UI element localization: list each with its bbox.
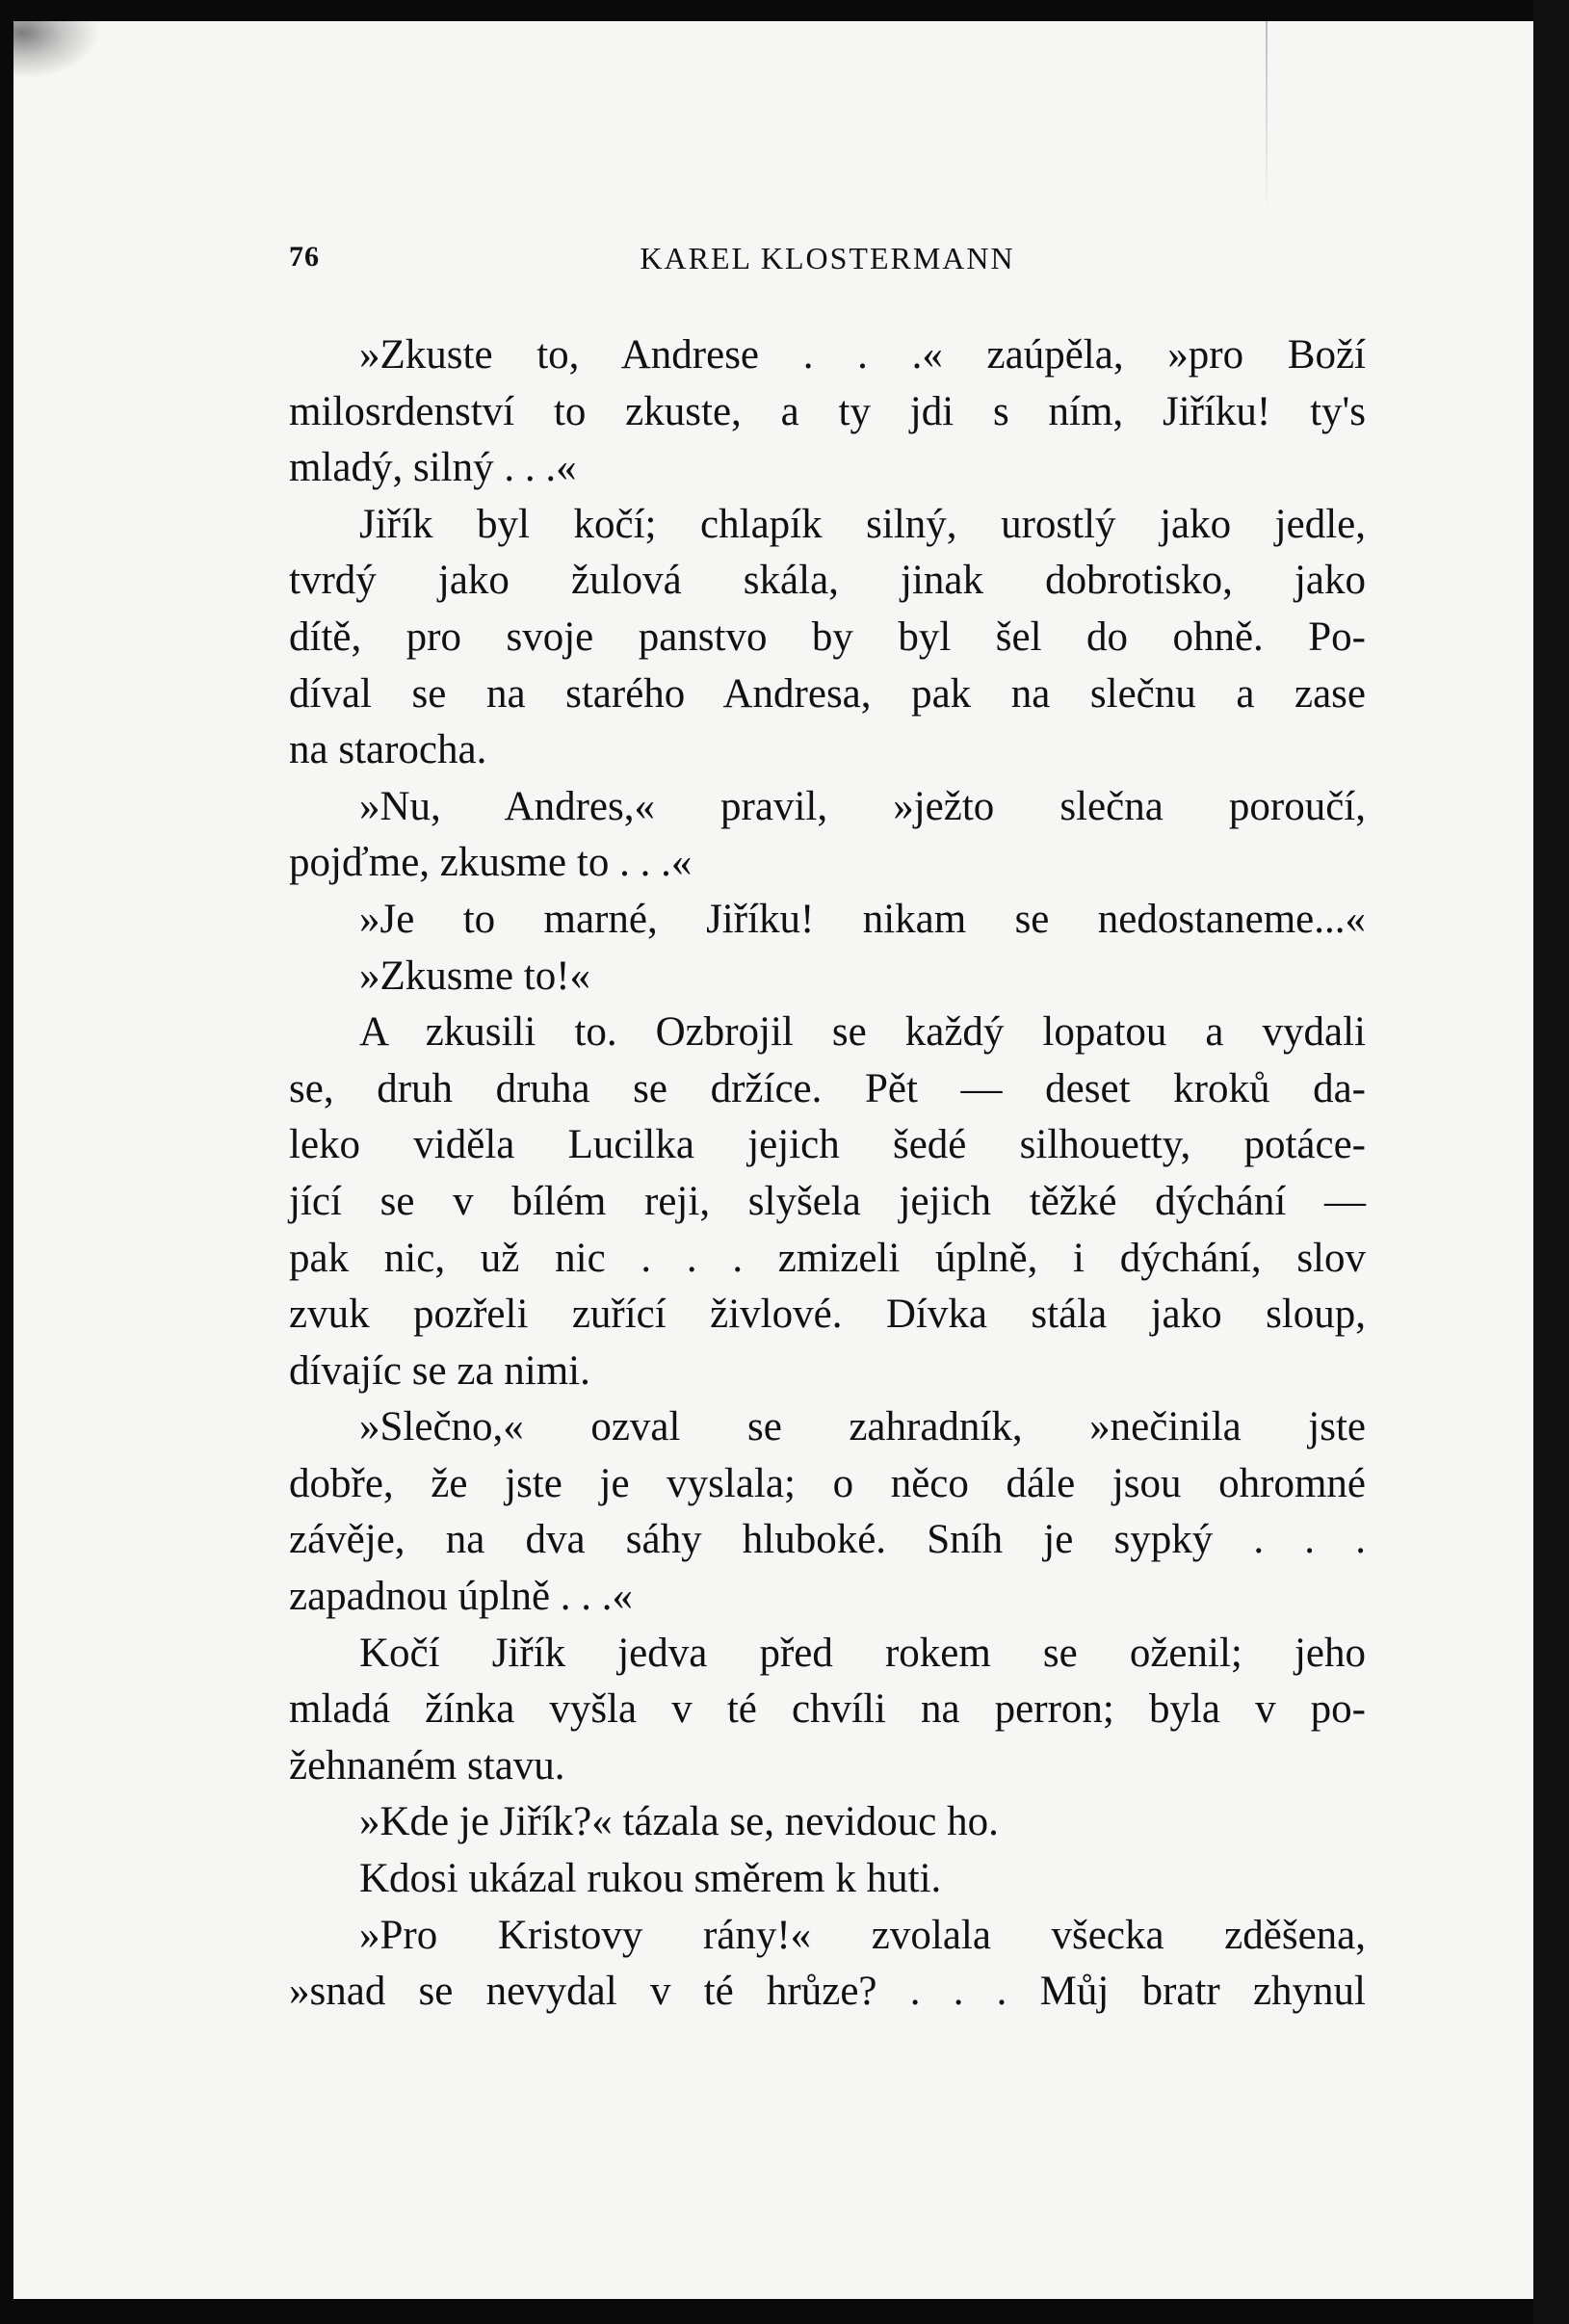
text-line: »Kde je Jiřík?« tázala se, nevidouc ho. [359, 1799, 999, 1845]
text-line: Kdosi ukázal rukou směrem k huti. [359, 1856, 942, 1902]
text-line: díval se na starého Andresa, pak na slečnu a zase [289, 670, 1366, 717]
text-line: na starocha. [289, 727, 487, 773]
text-line: zvuk pozřeli zuřící živlové. Dívka stála jako sloup, [289, 1292, 1366, 1338]
text-line: tvrdý jako žulová skála, jinak dobrotisko, jako [289, 558, 1366, 604]
running-title: KAREL KLOSTERMANN [640, 241, 1015, 275]
text-line: Jiřík byl kočí; chlapík silný, urostlý jako jedle, [359, 501, 1366, 547]
text-line: jící se v bílém reji, slyšela jejich těžké dýchání — [289, 1178, 1366, 1224]
text-line: »Nu, Andres,« pravil, »ježto slečna poroučí, [359, 783, 1366, 829]
text-line: pojďme, zkusme to . . .« [289, 840, 693, 886]
text-line: »Pro Kristovy rány!« zvolala všecka zděšena, [359, 1912, 1366, 1958]
text-line: »snad se nevydal v té hrůze? . . . Můj bratr zhynul [289, 1969, 1366, 2015]
text-line: »Slečno,« ozval se zahradník, »nečinila jste [359, 1404, 1366, 1450]
text-line: »Zkusme to!« [359, 953, 591, 999]
text-line: dívajíc se za nimi. [289, 1347, 590, 1394]
text-line: pak nic, už nic . . . zmizeli úplně, i dýchání, slov [289, 1235, 1366, 1281]
text-line: Kočí Jiřík jedva před rokem se oženil; jeho [359, 1630, 1366, 1676]
text-line: milosrdenství to zkuste, a ty jdi s ním, Jiříku! ty's [289, 388, 1366, 434]
running-head [289, 241, 1366, 279]
text-line: žehnaném stavu. [289, 1742, 565, 1789]
text-line: závěje, na dva sáhy hluboké. Sníh je sypký . . . [289, 1517, 1366, 1563]
text-line: dítě, pro svoje panstvo by byl šel do ohně. Po- [289, 614, 1366, 660]
text-line: »Je to marné, Jiříku! nikam se nedostaneme...« [359, 896, 1366, 942]
text-line: dobře, že jste je vyslala; o něco dále jsou ohromné [289, 1460, 1366, 1506]
page-number: 76 [289, 241, 320, 273]
fold-line [1266, 21, 1268, 214]
text-line: »Zkuste to, Andrese . . .« zaúpěla, »pro Boží [359, 332, 1366, 378]
text-line: se, druh druha se držíce. Pět — deset kroků da- [289, 1065, 1366, 1111]
text-line: zapadnou úplně . . .« [289, 1574, 634, 1620]
text-line: mladá žínka vyšla v té chvíli na perron; byla v po- [289, 1686, 1366, 1733]
margin-mark [1535, 1397, 1541, 1464]
text-line: mladý, silný . . .« [289, 445, 577, 491]
text-line: A zkusili to. Ozbrojil se každý lopatou a vydali [359, 1009, 1366, 1056]
text-line: leko viděla Lucilka jejich šedé silhouetty, potáce- [289, 1122, 1366, 1168]
binding-edge [1533, 0, 1569, 2324]
body-text [289, 327, 1366, 2021]
corner-smudge [13, 21, 100, 79]
margin-mark [1535, 790, 1541, 848]
